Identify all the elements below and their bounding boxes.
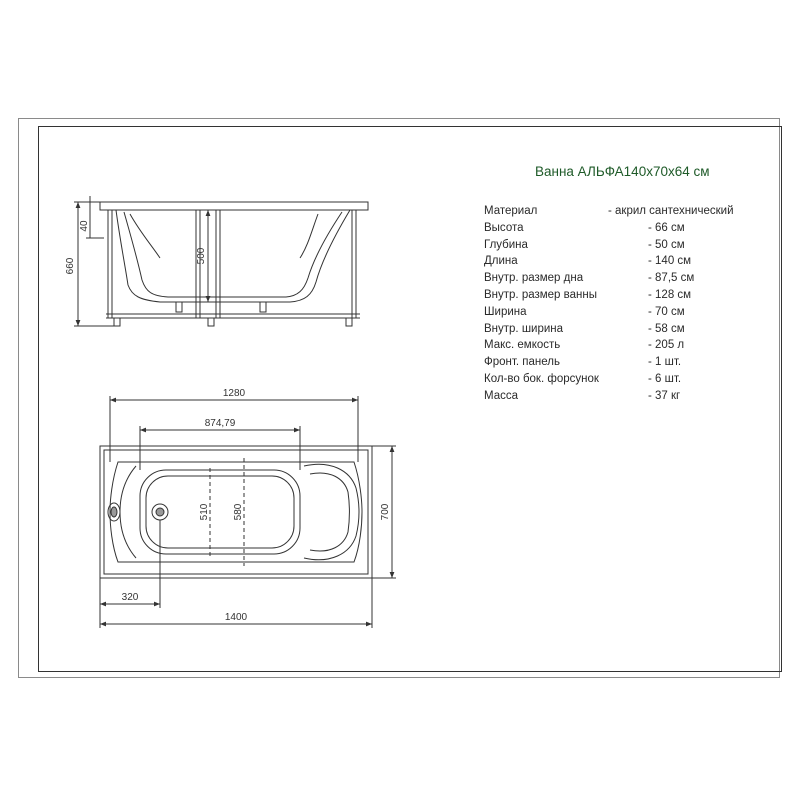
spec-value: - 1 шт. bbox=[648, 356, 682, 369]
side-rim bbox=[100, 202, 368, 210]
dim-total-length: 1400 bbox=[224, 612, 248, 623]
dim-bottom-width: 510 bbox=[199, 503, 210, 521]
spec-label: Кол-во бок. форсунок bbox=[484, 373, 599, 385]
leg bbox=[346, 318, 352, 326]
dim-rim-height: 40 bbox=[79, 220, 90, 232]
spec-value: - 70 см bbox=[648, 305, 685, 318]
spec-label: Длина bbox=[484, 255, 518, 268]
dim-inner-length: 1280 bbox=[222, 388, 246, 399]
leg bbox=[114, 318, 120, 326]
spec-label: Высота bbox=[484, 221, 524, 234]
spec-value: - 128 см bbox=[648, 289, 692, 301]
spec-label: Ширина bbox=[484, 305, 527, 318]
plan-view bbox=[100, 396, 396, 628]
drawing-title: Ванна АЛЬФА140x70x64 см bbox=[535, 164, 710, 179]
dim-drain-offset: 320 bbox=[121, 592, 139, 603]
spec-label: Глубина bbox=[484, 238, 528, 251]
spec-value: - 50 см bbox=[648, 238, 685, 251]
dim-total-width: 700 bbox=[380, 503, 391, 521]
spec-value: - 58 см bbox=[648, 322, 685, 335]
spec-label: Внутр. размер дна bbox=[484, 272, 584, 285]
spec-value: - 205 л bbox=[648, 339, 685, 352]
dim-depth: 500 bbox=[196, 247, 207, 265]
spec-value: - 37 кг bbox=[648, 389, 681, 402]
side-view bbox=[74, 196, 368, 326]
spec-value: - 6 шт. bbox=[648, 373, 682, 385]
spec-label: Внутр. ширина bbox=[484, 322, 564, 335]
leg bbox=[208, 318, 214, 326]
spec-value: - акрил сантехнический bbox=[608, 205, 734, 217]
spec-label: Внутр. размер ванны bbox=[484, 289, 597, 301]
spec-label: Материал bbox=[484, 205, 538, 217]
spec-label: Масса bbox=[484, 389, 519, 402]
spec-label: Макс. емкость bbox=[484, 339, 561, 352]
spec-value: - 140 см bbox=[648, 255, 692, 268]
spec-value: - 87,5 см bbox=[648, 272, 695, 285]
dim-bottom-length: 874,79 bbox=[204, 418, 236, 429]
dim-inner-width: 580 bbox=[233, 503, 244, 521]
spec-value: - 66 см bbox=[648, 221, 685, 234]
dim-total-height: 660 bbox=[65, 257, 76, 275]
spec-label: Фронт. панель bbox=[484, 356, 560, 369]
